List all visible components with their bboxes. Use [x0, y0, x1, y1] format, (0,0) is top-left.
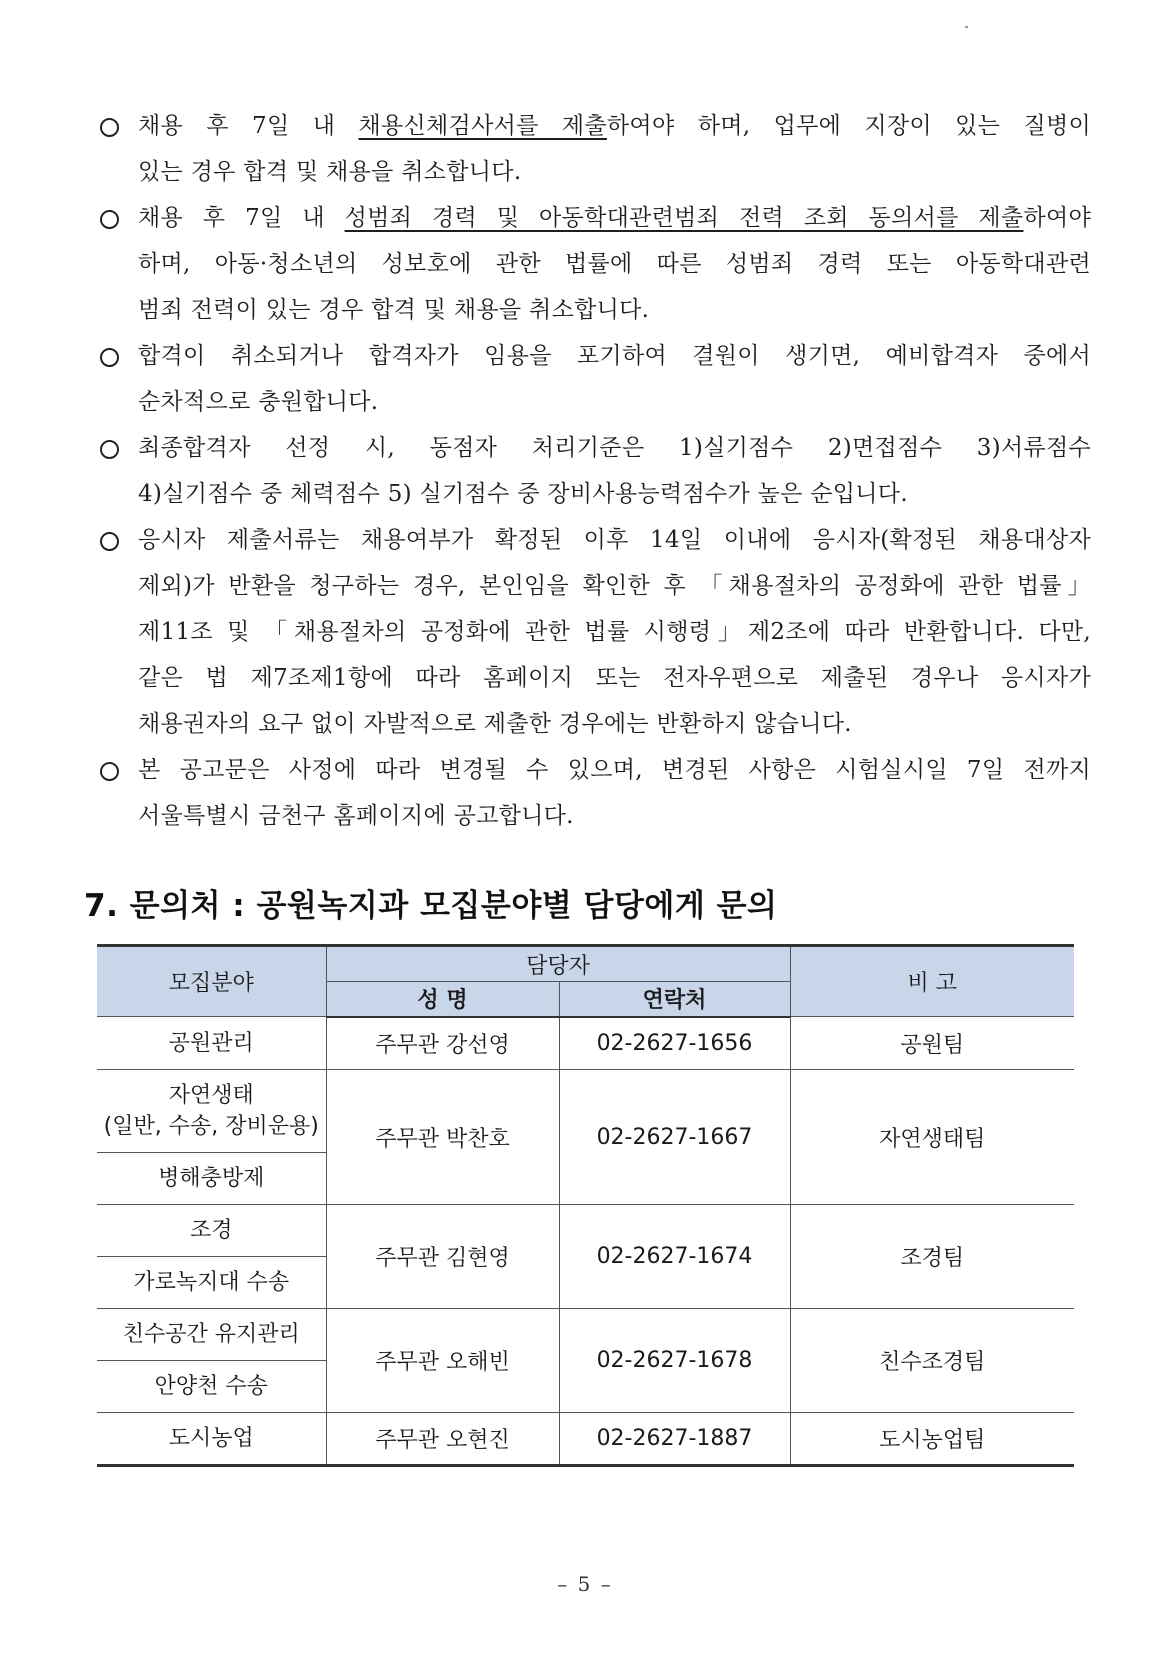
header-name: 성 명	[326, 982, 559, 1017]
bullet-line: 4)실기점수 중 체력점수 5) 실기점수 중 장비사용능력점수가 높은 순입니다.	[138, 481, 908, 507]
bullet-line	[138, 195, 1091, 241]
phone-cell: 02-2627-1678	[559, 1309, 790, 1413]
name-cell: 주무관 강선영	[326, 1017, 559, 1070]
phone-cell: 02-2627-1887	[559, 1413, 790, 1466]
field-cell: 도시농업	[97, 1413, 326, 1466]
table-row	[97, 1205, 1074, 1257]
bullet-text	[138, 103, 1091, 195]
bullet-line	[138, 103, 1091, 149]
notice-bullet	[96, 517, 1091, 747]
field-cell: 자연생태 (일반, 수송, 장비운용)	[97, 1070, 326, 1153]
phone-cell: 02-2627-1674	[559, 1205, 790, 1309]
line-text: 하여야	[1023, 205, 1091, 231]
header-field: 모집분야	[97, 946, 326, 1017]
contact-table-header	[97, 946, 1074, 1017]
field-cell: 공원관리	[97, 1017, 326, 1070]
name-cell: 주무관 박찬호	[326, 1070, 559, 1205]
bullet-text	[138, 195, 1091, 333]
contact-table	[97, 944, 1074, 1467]
table-row	[97, 1070, 1074, 1153]
field-cell: 친수공간 유지관리	[97, 1309, 326, 1361]
bullet-line: 최종합격자 선정 시, 동점자 처리기준은 1)실기점수 2)면접점수 3)서류점수	[138, 435, 1091, 461]
contact-table-body	[97, 1017, 1074, 1466]
bullet-line: 제외)가 반환을 청구하는 경우, 본인임을 확인한 후 「채용절차의 공정화에 관한 법률」	[138, 573, 1091, 599]
circle-bullet-icon	[100, 532, 119, 551]
notice-bullet-list	[96, 103, 1091, 839]
header-note: 비 고	[790, 946, 1074, 1017]
name-cell: 주무관 오해빈	[326, 1309, 559, 1413]
notice-bullet	[96, 425, 1091, 517]
circle-bullet-icon	[100, 210, 119, 229]
page-number: – 5 –	[557, 1572, 613, 1596]
bullet-text	[138, 747, 1091, 839]
field-cell: 병해충방제	[97, 1153, 326, 1205]
bullet-line: 순차적으로 충원합니다.	[138, 389, 379, 415]
bullet-text	[138, 333, 1091, 425]
bullet-text	[138, 425, 1091, 517]
bullet-line: 본 공고문은 사정에 따라 변경될 수 있으며, 변경된 사항은 시험실시일 7일 전까지	[138, 757, 1091, 783]
bullet-line: 응시자 제출서류는 채용여부가 확정된 이후 14일 이내에 응시자(확정된 채용대상자	[138, 527, 1091, 553]
notice-bullet	[96, 195, 1091, 333]
underlined-text: 성범죄 경력 및 아동학대관련범죄 전력 조회 동의서를 제출	[344, 205, 1024, 231]
line-text: 채용 후 7일 내	[138, 205, 345, 231]
circle-bullet-icon	[100, 762, 119, 781]
bullet-line: 하며, 아동·청소년의 성보호에 관한 법률에 따른 성범죄 경력 또는 아동학대관련	[138, 251, 1091, 277]
bullet-line: 범죄 전력이 있는 경우 합격 및 채용을 취소합니다.	[138, 297, 650, 323]
table-row	[97, 1413, 1074, 1466]
field-cell: 안양천 수송	[97, 1361, 326, 1413]
header-contact: 담당자	[326, 946, 790, 982]
line-text: 하여야 하며, 업무에 지장이 있는 질병이	[606, 113, 1091, 139]
notice-bullet	[96, 333, 1091, 425]
field-cell: 가로녹지대 수송	[97, 1257, 326, 1309]
bullet-line: 합격이 취소되거나 합격자가 임용을 포기하여 결원이 생기면, 예비합격자 중에서	[138, 343, 1091, 369]
bullet-line: 같은 법 제7조제1항에 따라 홈페이지 또는 전자우편으로 제출된 경우나 응시자가	[138, 665, 1091, 691]
name-cell: 주무관 오현진	[326, 1413, 559, 1466]
table-row	[97, 1017, 1074, 1070]
table-row	[97, 1309, 1074, 1361]
underlined-text: 채용신체검사서를 제출	[358, 113, 607, 139]
bullet-line: 채용권자의 요구 없이 자발적으로 제출한 경우에는 반환하지 않습니다.	[138, 711, 852, 737]
phone-cell: 02-2627-1656	[559, 1017, 790, 1070]
circle-bullet-icon	[100, 440, 119, 459]
note-cell: 도시농업팀	[790, 1413, 1074, 1466]
note-cell: 공원팀	[790, 1017, 1074, 1070]
header-phone: 연락처	[559, 982, 790, 1017]
bullet-text	[138, 517, 1091, 747]
bullet-line: 서울특별시 금천구 홈페이지에 공고합니다.	[138, 803, 574, 829]
notice-bullet	[96, 747, 1091, 839]
phone-cell: 02-2627-1667	[559, 1070, 790, 1205]
circle-bullet-icon	[100, 348, 119, 367]
note-cell: 조경팀	[790, 1205, 1074, 1309]
section-title: 7. 문의처 : 공원녹지과 모집분야별 담당에게 문의	[84, 888, 778, 924]
field-cell: 조경	[97, 1205, 326, 1257]
scan-speck	[965, 26, 968, 28]
line-text: 채용 후 7일 내	[138, 113, 359, 139]
bullet-line: 제11조 및 「채용절차의 공정화에 관한 법률 시행령」제2조에 따라 반환합니다. 다만,	[138, 619, 1091, 645]
note-cell: 자연생태팀	[790, 1070, 1074, 1205]
note-cell: 친수조경팀	[790, 1309, 1074, 1413]
circle-bullet-icon	[100, 118, 119, 137]
notice-bullet	[96, 103, 1091, 195]
name-cell: 주무관 김현영	[326, 1205, 559, 1309]
bullet-line: 있는 경우 합격 및 채용을 취소합니다.	[138, 159, 522, 185]
